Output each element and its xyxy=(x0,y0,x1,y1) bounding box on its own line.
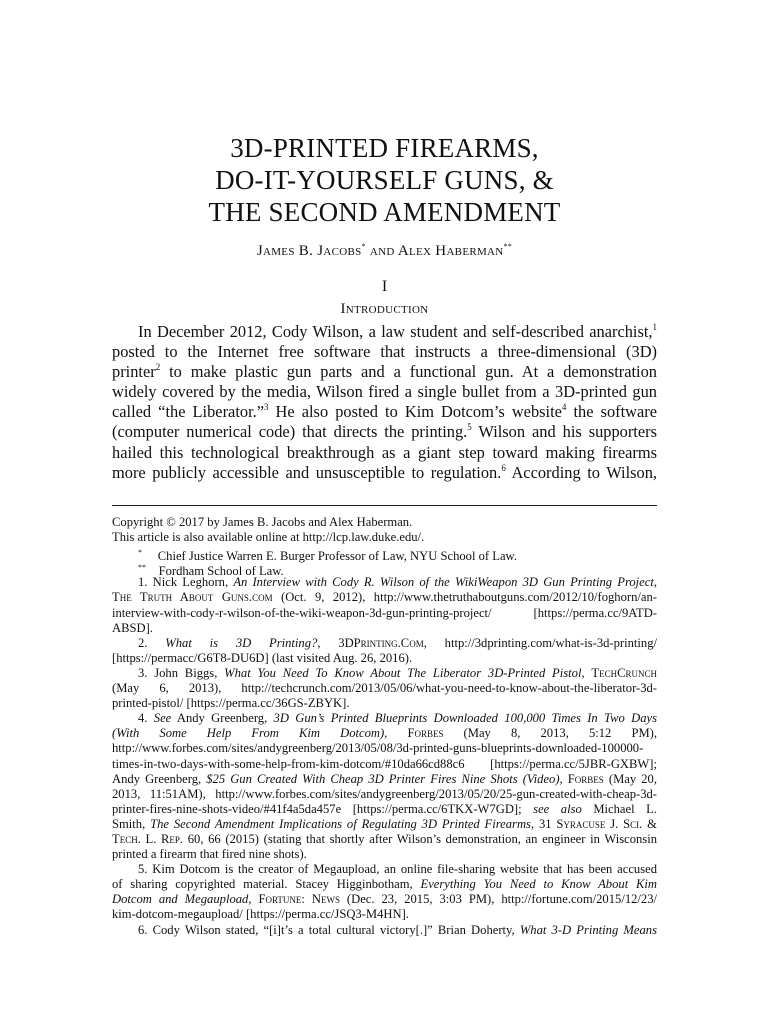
footnote-3: 3. John Biggs, What You Need To Know About The Liberator 3D-Printed Pistol, TechCrunch xyxy=(138,665,657,680)
footnote-1-cont: The Truth About Guns.com (Oct. 9, 2012), http://www.thetruthaboutguns.com/2012/10/foghorn/an- xyxy=(112,590,657,605)
footnote-ref[interactable]: 1 xyxy=(652,322,657,332)
footnote-author2: ** Fordham School of Law. xyxy=(138,563,284,579)
footnote-ref[interactable]: 5 xyxy=(467,422,472,433)
footnote-4-cont: Tech. L. Rep. 60, 66 (2015) (stating that shortly after Wilson’s demonstration, an engineer in Wisconsin xyxy=(112,831,658,846)
author-conjunction: and xyxy=(365,243,398,259)
author-byline xyxy=(112,242,657,260)
footnote-1: 1. Nick Leghorn, An Interview with Cody R. Wilson of the WikiWeapon 3D Gun Printing Project, xyxy=(138,575,658,590)
footnote-mark: ** xyxy=(503,242,513,251)
footnote-4: 4. See Andy Greenberg, 3D Gun’s Printed Blueprints Downloaded 100,000 Times In Two Days xyxy=(138,711,657,726)
body-line: hailed this technological breakthrough as a giant step toward making firearms xyxy=(112,442,657,462)
footnote-ref[interactable]: 2 xyxy=(155,362,161,373)
body-line: In December 2012, Cody Wilson, a law student and self-described anarchist,$^1$ xyxy=(138,322,657,341)
body-text xyxy=(112,322,657,483)
footnote-1-cont: ABSD]. xyxy=(112,620,153,635)
footnote-ref[interactable]: 6 xyxy=(501,462,506,473)
footnote-4-cont: 2013, 11:51AM), http://www.forbes.com/sites/andygreenberg/2013/05/20/25-gun-created-with-cheap-3d- xyxy=(112,786,657,801)
footnote-ref[interactable]: 3 xyxy=(264,402,269,413)
footnote-4-cont: printer-fires-nine-shots-video/#41f4a5da457e [https://perma.cc/6TKX-W7GD]; see also Michael L. xyxy=(112,801,657,816)
footnote-3-cont: (May 6, 2013), http://techcrunch.com/2013/05/06/what-you-need-to-know-about-the-liberator-3d- xyxy=(112,681,657,696)
footnote-4-cont: Smith, The Second Amendment Implications of Regulating 3D Printed Firearms, 31 Syracuse J. Sci. & xyxy=(112,816,657,831)
author-name: Alex Haberman xyxy=(397,243,504,259)
section-title: Introduction xyxy=(340,301,429,317)
title-line: THE SECOND AMENDMENT xyxy=(208,197,561,227)
footnote-mark: * xyxy=(361,242,366,251)
footnote-4-cont: http://www.forbes.com/sites/andygreenberg/2013/05/08/3d-printed-guns-blueprints-downloaded-100000- xyxy=(112,741,644,756)
online-availability-line: This article is also available online at http://lcp.law.duke.edu/. xyxy=(112,530,425,545)
footnotes xyxy=(112,515,657,938)
footnote-2: 2. What is 3D Printing?, 3DPrinting.Com, http://3dprinting.com/what-is-3d-printing/ xyxy=(138,635,657,650)
footnote-5-cont: Dotcom and Megaupload, Fortune: News (Dec. 23, 2015, 3:03 PM), http://fortune.com/2015/12/23/ xyxy=(112,892,658,907)
footnote-ref[interactable]: 4 xyxy=(561,402,567,413)
footnote-5: 5. Kim Dotcom is the creator of Megaupload, an online file-sharing website that has been accused xyxy=(138,862,657,877)
title-line: 3D-PRINTED FIREARMS, xyxy=(230,133,539,163)
copyright-line: Copyright © 2017 by James B. Jacobs and Alex Haberman. xyxy=(112,515,413,529)
footnote-divider xyxy=(112,505,657,506)
body-line: printer$^2$ to make plastic gun parts and a functional gun. At a demonstration xyxy=(112,362,657,382)
body-line: called “the Liberator.”$^3$ He also posted to Kim Dotcom’s website$^4$ the software xyxy=(112,402,657,422)
footnote-5-cont: of sharing copyrighted material. Stacey Higginbotham, Everything You Need to Know About Kim xyxy=(112,877,657,892)
body-line: (computer numerical code) that directs the printing.$^5$ Wilson and his supporters xyxy=(112,422,657,442)
body-line: posted to the Internet free software that instructs a three-dimensional (3D) xyxy=(112,342,657,362)
footnote-4-cont: (With Some Help From Kim Dotcom), Forbes (May 8, 2013, 5:12 PM), xyxy=(112,726,657,741)
author-name: James B. Jacobs xyxy=(256,243,362,259)
section-number: I xyxy=(381,278,388,295)
title-line: DO-IT-YOURSELF GUNS, & xyxy=(215,165,554,195)
body-line: more publicly accessible and unsusceptible to regulation.$^6$ According to Wilson, xyxy=(112,462,657,482)
body-line: widely covered by the media, Wilson fired a single bullet from a 3D-printed gun xyxy=(112,382,657,402)
footnote-5-cont: kim-dotcom-megaupload/ [https://perma.cc/JSQ3-M4HN]. xyxy=(112,907,409,922)
footnote-1-cont: interview-with-cody-r-wilson-of-the-wiki-weapon-3d-gun-printing-project/ [https://perma.cc/9ATD- xyxy=(112,605,657,620)
footnote-4-cont: times-in-two-days-with-some-help-from-kim-dotcom/#10da66cd88c6 [https://perma.cc/5JBR-GXBW]; xyxy=(112,756,657,771)
footnote-2-cont: [https://permacc/G6T8-DU6D] (last visited Aug. 26, 2016). xyxy=(112,650,413,665)
footnote-4-cont: Andy Greenberg, $25 Gun Created With Cheap 3D Printer Fires Nine Shots (Video), Forbes (May 20, xyxy=(112,771,657,786)
footnote-4-cont: printed a firearm that fired nine shots). xyxy=(112,847,307,862)
footnote-author1: * Chief Justice Warren E. Burger Professor of Law, NYU School of Law. xyxy=(138,548,517,564)
footnote-6: 6. Cody Wilson stated, “[i]t’s a total cultural victory[.]” Brian Doherty, What 3-D Printing Means xyxy=(138,922,658,937)
footnote-3-cont: printed-pistol/ [https://perma.cc/36GS-ZBYK]. xyxy=(112,696,350,711)
article-title xyxy=(112,132,657,228)
